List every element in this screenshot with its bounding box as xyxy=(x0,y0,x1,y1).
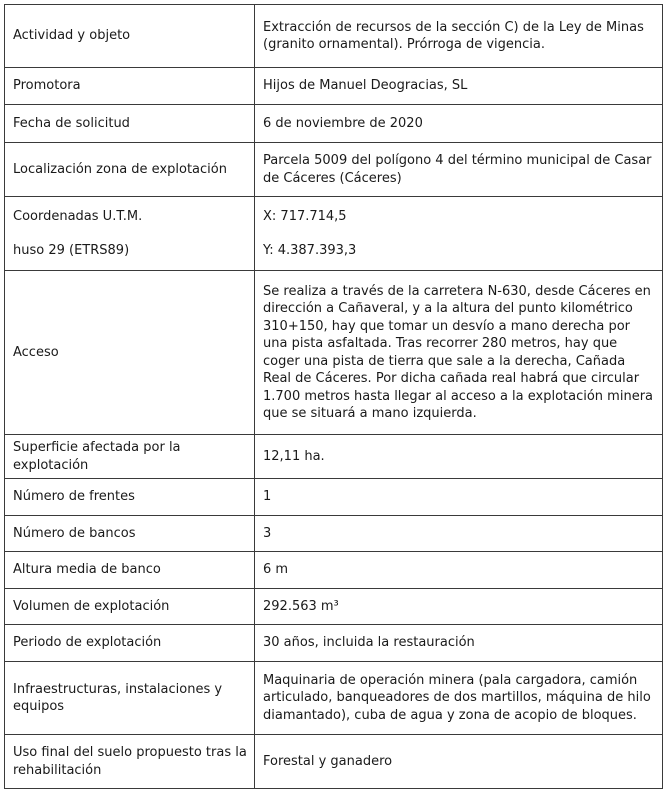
table-row xyxy=(5,435,663,479)
table-row xyxy=(5,271,663,435)
table-row xyxy=(5,589,663,625)
row-label: Superficie afectada por la explotación xyxy=(5,435,255,479)
table-row xyxy=(5,197,663,271)
row-value: Extracción de recursos de la sección C) de la Ley de Minas (granito ornamental). Prórroga de vigencia. xyxy=(255,5,663,68)
table-row xyxy=(5,516,663,552)
row-value: Parcela 5009 del polígono 4 del término municipal de Casar de Cáceres (Cáceres) xyxy=(255,143,663,197)
row-label: Promotora xyxy=(5,68,255,105)
row-value: Hijos de Manuel Deogracias, SL xyxy=(255,68,663,105)
row-value: 1 xyxy=(255,479,663,516)
row-value-secondary: Y: 4.387.393,3 xyxy=(263,243,357,258)
row-label: Localización zona de explotación xyxy=(5,143,255,197)
row-label-pair xyxy=(5,197,255,271)
row-label: Acceso xyxy=(5,271,255,435)
table-row xyxy=(5,5,663,68)
row-value: 3 xyxy=(255,516,663,552)
row-label: Actividad y objeto xyxy=(5,5,255,68)
table-row xyxy=(5,625,663,662)
row-label: Altura media de banco xyxy=(5,552,255,589)
table-row xyxy=(5,552,663,589)
row-value: Forestal y ganadero xyxy=(255,735,663,789)
row-value: 6 de noviembre de 2020 xyxy=(255,105,663,143)
table-row xyxy=(5,735,663,789)
table-row xyxy=(5,105,663,143)
project-summary-table xyxy=(4,4,663,789)
table-row xyxy=(5,143,663,197)
row-label: Volumen de explotación xyxy=(5,589,255,625)
row-value: X: 717.714,5 xyxy=(263,208,347,224)
table-row xyxy=(5,479,663,516)
row-label: Periodo de explotación xyxy=(5,625,255,662)
row-label: Número de bancos xyxy=(5,516,255,552)
row-value: 30 años, incluida la restauración xyxy=(255,625,663,662)
row-label: Número de frentes xyxy=(5,479,255,516)
table-row xyxy=(5,662,663,735)
row-label: Coordenadas U.T.M. xyxy=(13,208,143,224)
row-value: Se realiza a través de la carretera N-630, desde Cáceres en dirección a Cañaveral, y a la altura del punto kilométrico 310+150, hay que tomar un desvío a mano derecha por una pista asfaltada. Tras recorrer 280 metros, hay que coger una pista de tierra que sale a la derecha, Cañada Real de Cáceres. Por dicha cañada real habrá que circular 1.700 metros hasta llegar al acceso a la explotación minera que se situará a mano izquierda. xyxy=(255,271,663,435)
row-value: 6 m xyxy=(255,552,663,589)
row-label: Infraestructuras, instalaciones y equipos xyxy=(5,662,255,735)
row-value-pair xyxy=(255,197,663,271)
row-value: 12,11 ha. xyxy=(255,435,663,479)
row-value: 292.563 m³ xyxy=(255,589,663,625)
row-label: Uso final del suelo propuesto tras la rehabilitación xyxy=(5,735,255,789)
row-value: Maquinaria de operación minera (pala cargadora, camión articulado, banqueadores de dos martillos, máquina de hilo diamantado), cuba de agua y zona de acopio de bloques. xyxy=(255,662,663,735)
row-label-secondary: huso 29 (ETRS89) xyxy=(13,243,130,258)
table-row xyxy=(5,68,663,105)
row-label: Fecha de solicitud xyxy=(5,105,255,143)
